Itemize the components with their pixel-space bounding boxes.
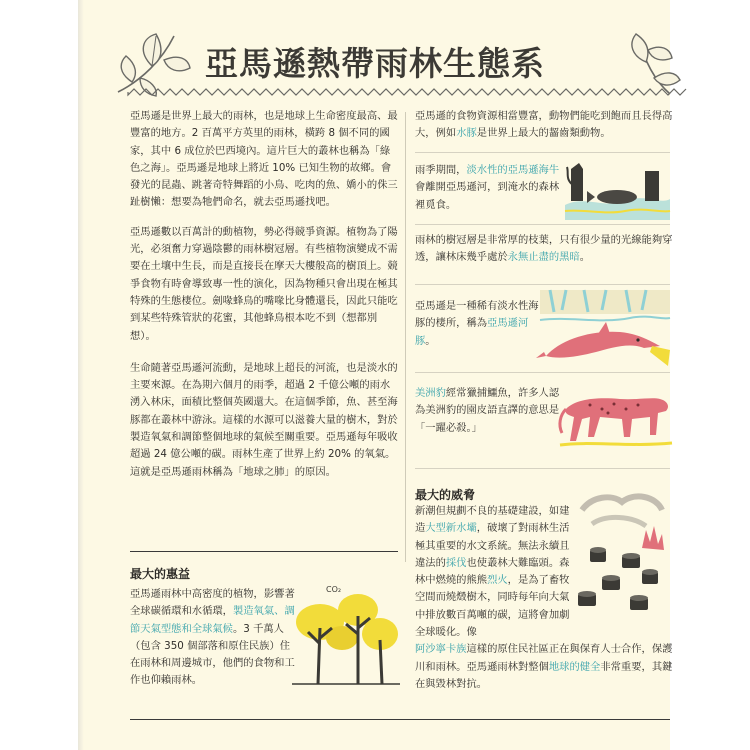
zigzag-divider xyxy=(128,88,688,96)
benefit-text: 亞馬遜雨林中高密度的植物，影響著全球碳循環和水循環，製造氧氣、調節天氣型態和全球氣候。3 千萬人（包含 350 個部落和原住民族）住在雨林和周邊城市，他們的食物和工作也仰賴雨林。 xyxy=(130,588,295,687)
bottom-rule xyxy=(130,719,670,720)
column-divider xyxy=(405,112,406,562)
dolphin-card: 亞馬遜是一種稀有淡水性海豚的棲所，稱為亞馬遜河豚。 xyxy=(415,300,539,347)
food-paragraph: 亞馬遜的食物資源相當豐富，動物們能吃到飽而且長得高大，例如水豚是世界上最大的齧齒類動物。 xyxy=(415,110,673,140)
card-divider xyxy=(415,372,670,373)
card-divider xyxy=(415,468,670,469)
capybara-link: 水豚 xyxy=(456,127,477,140)
left-column xyxy=(130,108,398,481)
deforestation-illustration xyxy=(572,490,672,620)
card-divider xyxy=(415,224,670,225)
canopy-card: 雨林的樹冠層是非常厚的枝葉，只有很少量的光線能夠穿透，讓林床幾乎處於永無止盡的黑暗。 xyxy=(415,234,673,264)
card-divider xyxy=(415,152,670,153)
page-title: 亞馬遜熱帶雨林生態系 xyxy=(205,44,545,83)
co2-label: CO₂ xyxy=(326,585,342,594)
jaguar-illustration xyxy=(560,385,672,447)
competition-paragraph: 亞馬遜數以百萬計的動植物，勢必得競爭資源。植物為了陽光，必須奮力穿過陰鬱的雨林樹冠層。有些植物演變成不需要在土壤中生長，而是直接長在摩天大樓般高的樹頂上。競爭食物有時會導致專一性的演化，因為物種只會出現在極其特殊的生態棲位。劍喙蜂鳥的嘴喙比身體還長，因此只能吃到某些特殊管狀的花蜜，其他蜂鳥根本吃不到（想都別想）。 xyxy=(130,225,398,342)
jaguar-card: 美洲豹經常獵捕鱷魚，許多人認為美洲豹的園皮語直譯的意思是「一躍必殺。」 xyxy=(415,387,560,434)
intro-paragraph: 亞馬遜是世界上最大的雨林，也是地球上生命密度最高、最豐富的地方。2 百萬平方英里的雨林，橫跨 8 個不同的國家，其中 6 成位於巴西境內。這片巨大的叢林也稱為「綠色之海」。亞馬遜是地球上將近 10% 已知生物的故鄉。會發光的昆蟲、跳著奇特舞蹈的小鳥、吃肉的魚、嬌小的侏三趾樹懶：想要為牠們命名，就去亞馬遜找吧。 xyxy=(130,110,398,209)
manatee-card: 雨季期間，淡水性的亞馬遜海牛會離開亞馬遜河，到淹水的森林裡覓食。 xyxy=(415,164,560,211)
threat-heading: 最大的威脅 xyxy=(415,488,476,502)
section-rule xyxy=(130,551,398,552)
card-divider xyxy=(415,284,670,285)
forest-trees-illustration xyxy=(292,588,400,688)
threat-text: 新潮但規劃不良的基礎建設，如建造大型新水壩，破壞了對雨林生活極其重要的水文系統。無法永續且違法的採伐也使叢林大難臨頭。森林中燃燒的熊熊烈火，是為了畜牧空間而燒燬樹木，同時每年向大氣中排放數百萬噸的碳，這將會加劇全球暖化。像 阿沙寧卡族這樣的原住民社區正在與保育人士合作，保護川和雨林。亞馬遜雨林對整個地球的健全非常重要，其鍵在與毀林對抗。 xyxy=(415,505,673,690)
benefit-heading: 最大的惠益 xyxy=(130,567,191,581)
river-dolphin-illustration xyxy=(540,290,670,370)
river-paragraph: 生命隨著亞馬遜河流動，是地球上超長的河流，也是淡水的主要來源。在為期六個月的雨季，超過 2 千億公噸的雨水湧入林床，面積比整個英國還大。在這個季節，魚、甚至海豚都在叢林中游泳。這樣的水源可以滋養大量的樹木，對於製造氧氣和調節整個地球的氣候至關重要。亞馬遜每年吸收超過 24 億公噸的碳。雨林生產了世界上約 20% 的氧氣。這就是亞馬遜雨林稱為「地球之肺」的原因。 xyxy=(130,361,398,478)
manatee-illustration xyxy=(565,165,670,220)
